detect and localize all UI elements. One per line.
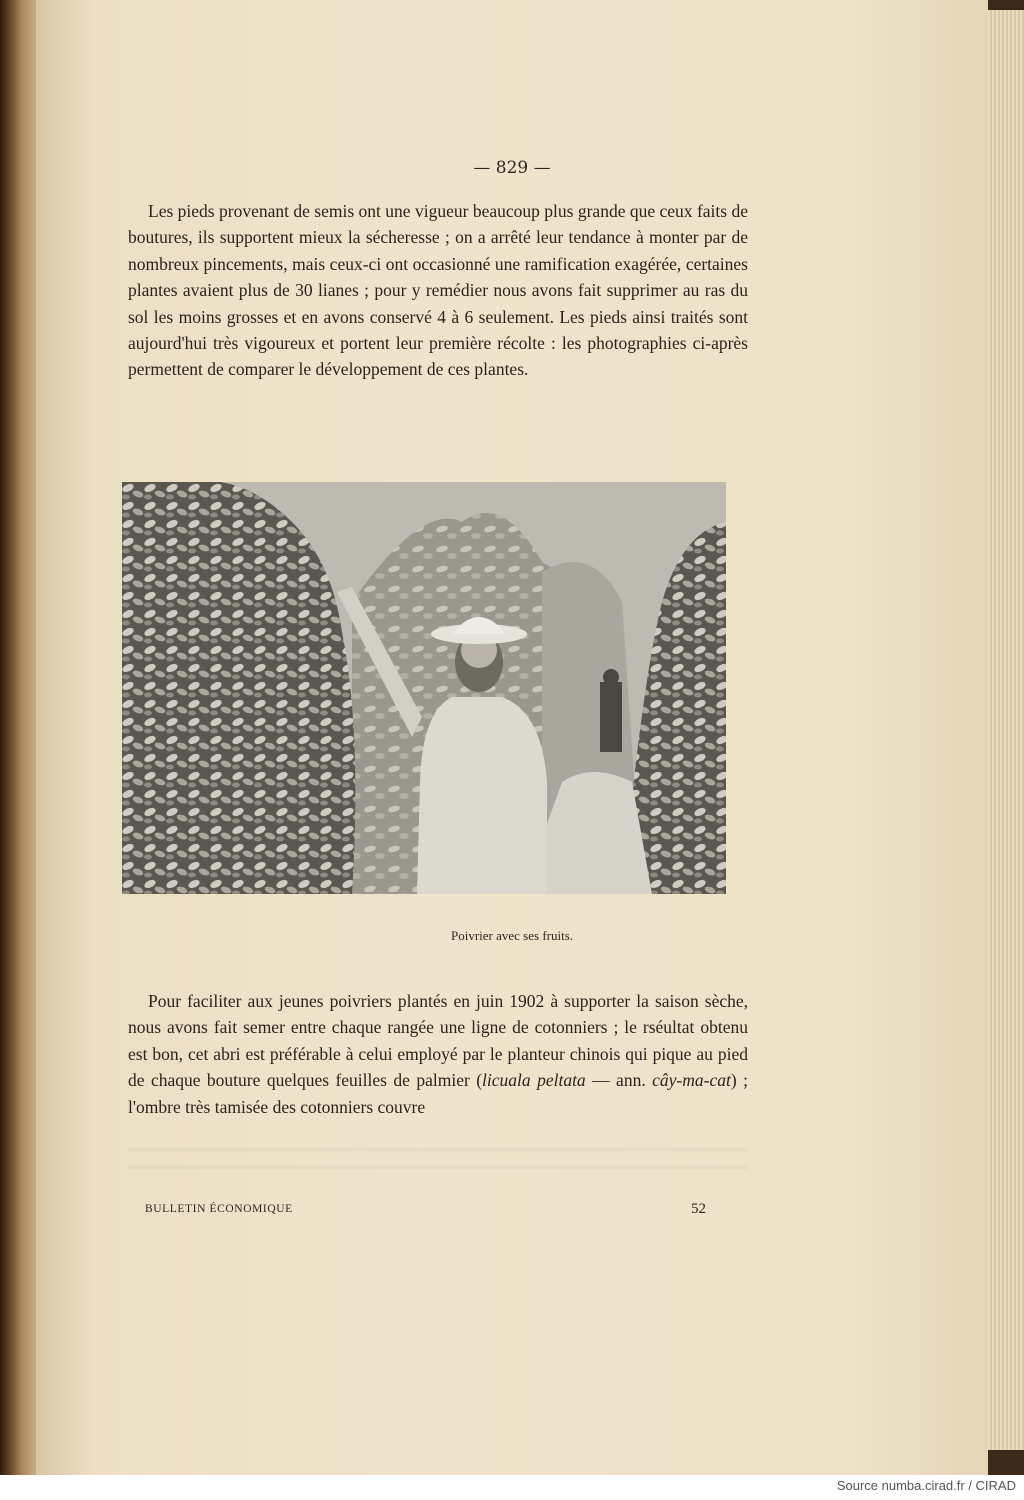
paragraph-2-italic-latin: licuala peltata — [482, 1070, 586, 1091]
book-spine — [0, 0, 36, 1475]
paragraph-1 — [128, 198, 748, 383]
paragraph-2-mid: — ann. — [585, 1070, 653, 1091]
footer-page-number: 52 — [691, 1201, 706, 1217]
paragraph-2 — [128, 988, 748, 1120]
paragraph-2-italic-annamese: cây-ma-cat — [652, 1070, 731, 1091]
source-credit: Source numba.cirad.fr / CIRAD — [836, 1478, 1016, 1493]
page-number: — 829 — — [473, 158, 551, 178]
page-edges — [988, 10, 1024, 1450]
paragraph-2-end: ) ; l'ombre très tamisée des cotonniers couvre — [128, 1070, 748, 1117]
footer-title: BULLETIN ÉCONOMIQUE — [145, 1203, 293, 1215]
paragraph-2-start: Pour faciliter aux jeunes poivriers plantés en juin 1902 à supporter la saison sèche, nous avons fait semer entre chaque rangée une ligne de cotonniers ; le rséultat obtenu est bon, cet abri est préférable à celui employé par le planteur chinois qui pique au pied de chaque bouture quelques feuilles de palmier ( — [128, 991, 748, 1091]
book-page — [36, 0, 988, 1475]
paragraph-1-text: Les pieds provenant de semis ont une vigueur beaucoup plus grande que ceux faits de boutures, ils supportent mieux la sécheresse ; on a arrêté leur tendance à monter par de nombreux pincements, mais ceux-ci ont occasionné une ramification exagérée, certaines plantes avaient plus de 30 lianes ; pour y remédier nous avons fait supprimer au ras du sol les moins grosses et en avons conservé 4 à 6 seulement. Les pieds ainsi traités sont aujourd'hui très vigoureux et portent leur première récolte : les photographies ci-après permettent de comparer le développement de ces plantes. — [128, 201, 748, 380]
photo-caption: Poivrier avec ses fruits. — [450, 928, 574, 943]
pepper-plant-photo — [122, 482, 726, 894]
show-through-text — [128, 1140, 748, 1182]
photo-illustration — [122, 482, 726, 894]
